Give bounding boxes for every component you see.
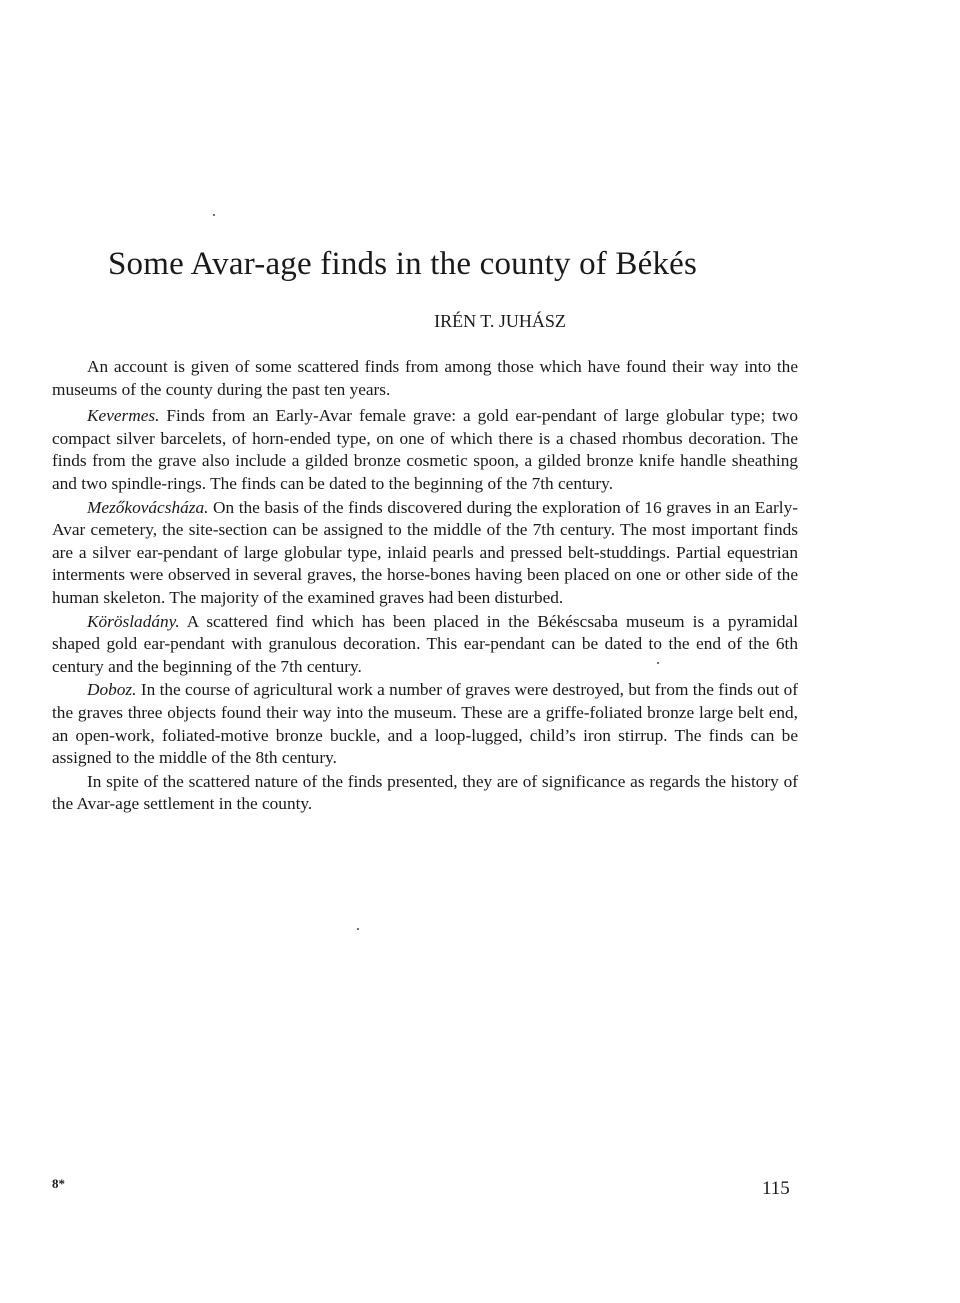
author-name: IRÉN T. JUHÁSZ xyxy=(434,311,566,331)
place-name: Körösladány. xyxy=(87,611,180,631)
article-title: Some Avar-age finds in the county of Békés xyxy=(108,246,698,282)
section-text: On the basis of the finds discovered during the exploration of 16 graves in an Early-Avar cemetery, the site-section can be assigned to the middle of the 7th century. The most important finds are a silver ear-pendant of large globular type, inlaid pearls and pressed belt-studdings. Partial equestrian interments were observed in several graves, the horse-bones having been placed on one or other side of the human skeleton. The majority of the examined graves had been disturbed. xyxy=(52,497,798,607)
page-number: 115 xyxy=(762,1178,790,1199)
section-paragraph-doboz xyxy=(52,679,798,769)
section-text: Finds from an Early-Avar female grave: a gold ear-pendant of large globular type; two compact silver barcelets, of horn-ended type, on one of which there is a chased rhombus decoration. The finds from the grave also include a gilded bronze cosmetic spoon, a gilded bronze knife handle sheathing and two spindle-rings. The finds can be dated to the beginning of the 7th century. xyxy=(52,406,798,493)
printer-signature: 8* xyxy=(52,1176,65,1191)
section-text: A scattered find which has been placed in the Békéscsaba museum is a pyramidal shaped gold ear-pendant with granulous decoration. This ear-pendant can be dated to the end of the 6th century and the beginning of the 7th century. xyxy=(52,611,798,676)
article-body xyxy=(52,356,798,817)
conclusion-paragraph: In spite of the scattered nature of the finds presented, they are of significance as regards the history of the Avar-age settlement in the county. xyxy=(52,771,798,814)
section-text: In the course of agricultural work a number of graves were destroyed, but from the finds out of the graves three objects found their way into the museum. These are a griffe-foliated bronze large belt end, an open-work, foliated-motive bronze buckle, and a loop-lugged, child’s iron stirrup. The finds can be assigned to the middle of the 8th century. xyxy=(52,680,798,768)
scan-speck xyxy=(357,928,359,930)
scan-speck xyxy=(213,214,215,216)
section-paragraph-mezokovacshaza xyxy=(52,497,798,610)
place-name: Kevermes. xyxy=(87,406,160,426)
abstract-paragraph: An account is given of some scattered finds from among those which have found their way into the museums of the county during the past ten years. xyxy=(52,357,798,399)
place-name: Doboz. xyxy=(87,680,137,700)
place-name: Mezőkovácsháza. xyxy=(87,497,209,517)
section-paragraph-kevermes xyxy=(52,405,798,495)
section-paragraph-koroesladany xyxy=(52,611,798,679)
